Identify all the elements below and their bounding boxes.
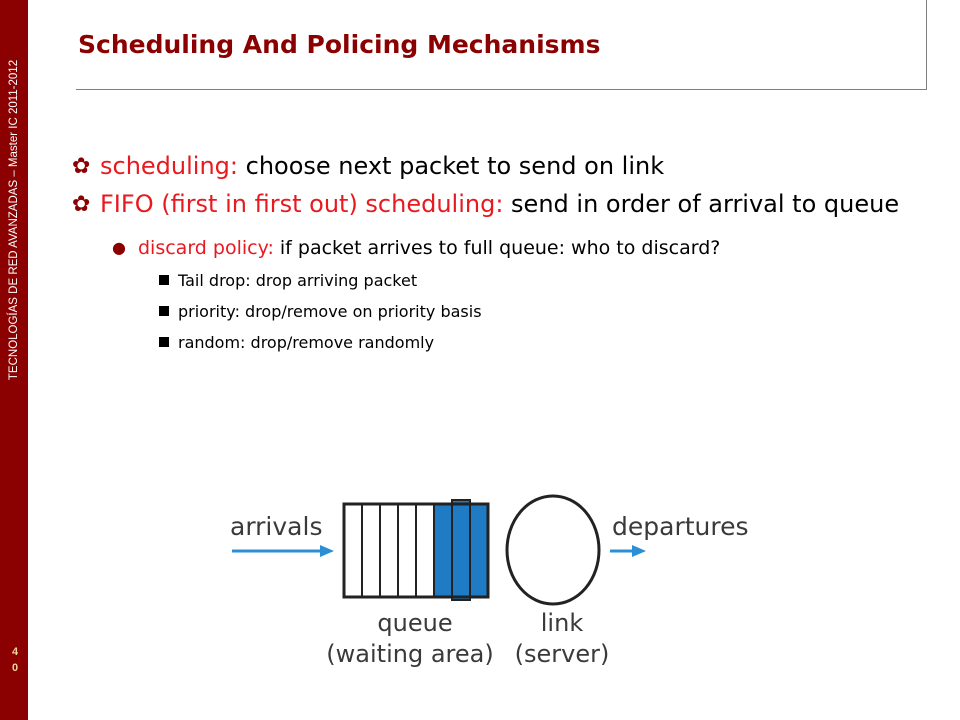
sub-sub-bullet-text: priority: drop/remove on priority basis	[178, 302, 482, 321]
sub-bullet-term: discard policy:	[138, 237, 274, 259]
sub-bullet-item	[72, 235, 932, 261]
sub-bullet-text: if packet arrives to full queue: who to discard?	[273, 237, 721, 259]
page-number-digit: 0	[11, 662, 19, 674]
link-server-circle	[507, 496, 599, 604]
bullet-term: scheduling:	[100, 152, 238, 180]
round-bullet-icon: ●	[112, 238, 126, 257]
slide-title: Scheduling And Policing Mechanisms	[78, 30, 601, 59]
page-number	[9, 644, 21, 676]
sub-sub-bullet-text: Tail drop: drop arriving packet	[178, 271, 418, 290]
bullet-text: send in order of arrival to queue	[503, 190, 900, 218]
sub-sub-bullet-item	[72, 301, 932, 323]
queue-slot-empty	[362, 504, 380, 597]
bullet-item	[72, 188, 932, 221]
queue-label: queue	[377, 609, 453, 637]
queue-buffer	[344, 500, 488, 600]
square-bullet-icon	[159, 275, 169, 285]
bullet-marker-icon: ✿	[72, 192, 91, 217]
bullet-text: choose next packet to send on link	[238, 152, 665, 180]
queue-slot-empty	[380, 504, 398, 597]
bullet-list	[72, 150, 932, 354]
sidebar-course-title: TECNOLOGÍAS DE RED AVANZADAS – Master IC 2011-2012	[8, 59, 20, 381]
queue-slot-empty	[416, 504, 434, 597]
page-number-digit: 4	[11, 646, 19, 658]
square-bullet-icon	[159, 337, 169, 347]
bullet-item	[72, 150, 932, 183]
arrivals-label: arrivals	[230, 512, 323, 541]
queued-packet	[452, 500, 470, 600]
sidebar	[0, 0, 28, 720]
sub-sub-bullet-text: random: drop/remove randomly	[178, 333, 435, 352]
queue-slot-empty	[344, 504, 362, 597]
bullet-marker-icon: ✿	[72, 154, 91, 179]
title-vertical-rule	[926, 0, 927, 90]
bullet-term: FIFO (first in first out) scheduling:	[100, 190, 504, 218]
square-bullet-icon	[159, 306, 169, 316]
departures-arrow-head	[632, 545, 646, 557]
arrivals-arrow-head	[320, 545, 334, 557]
sub-sub-bullet-item	[72, 270, 932, 292]
queue-slot-empty	[398, 504, 416, 597]
departures-label: departures	[612, 512, 749, 541]
queued-packet	[434, 504, 452, 597]
link-label: link	[540, 609, 584, 637]
queued-packet	[470, 504, 488, 597]
link-sublabel: (server)	[514, 640, 610, 668]
title-underline	[76, 89, 927, 90]
fifo-queue-diagram	[210, 480, 750, 680]
queue-sublabel: (waiting area)	[326, 640, 494, 668]
sub-sub-bullet-item	[72, 332, 932, 354]
